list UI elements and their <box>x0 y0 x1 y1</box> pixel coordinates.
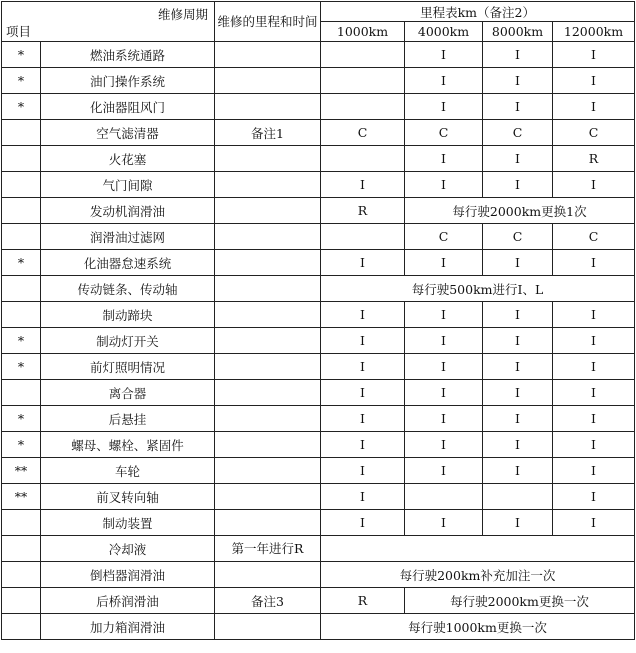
table-row <box>2 484 635 510</box>
row-interval <box>215 354 321 380</box>
row-item-name: 润滑油过滤网 <box>41 224 215 250</box>
row-mark <box>2 380 41 406</box>
col-8000km: 8000km <box>483 22 553 42</box>
row-mark: * <box>2 328 41 354</box>
table-row <box>2 354 635 380</box>
row-item-name: 离合器 <box>41 380 215 406</box>
row-interval <box>215 406 321 432</box>
row-cell-8000km: I <box>483 42 553 68</box>
row-cell-4000km: I <box>405 302 483 328</box>
row-cell-12000km: I <box>553 354 635 380</box>
table-row <box>2 562 635 588</box>
row-interval <box>215 172 321 198</box>
table-row <box>2 328 635 354</box>
row-cell-8000km: I <box>483 458 553 484</box>
table-row <box>2 94 635 120</box>
row-cell-8000km: I <box>483 94 553 120</box>
row-cell-4000km: I <box>405 42 483 68</box>
row-mark <box>2 562 41 588</box>
row-cell-8000km: I <box>483 146 553 172</box>
row-mark <box>2 276 41 302</box>
row-cell-4000km: I <box>405 328 483 354</box>
row-mark: * <box>2 250 41 276</box>
row-item-name: 传动链条、传动轴 <box>41 276 215 302</box>
row-interval <box>215 42 321 68</box>
row-schedule-note: 每行驶200km补充加注一次 <box>321 562 635 588</box>
row-cell-12000km: I <box>553 510 635 536</box>
table-row <box>2 276 635 302</box>
row-interval: 备注3 <box>215 588 321 614</box>
row-cell-8000km: I <box>483 380 553 406</box>
row-item-name: 加力箱润滑油 <box>41 614 215 640</box>
row-item-name: 油门操作系统 <box>41 68 215 94</box>
row-cell-4000km: C <box>405 120 483 146</box>
row-cell-12000km: I <box>553 302 635 328</box>
row-cell-1000km: I <box>321 380 405 406</box>
row-item-name: 制动蹄块 <box>41 302 215 328</box>
row-cell-12000km: I <box>553 380 635 406</box>
row-schedule-note: 每行驶2000km更换一次 <box>405 588 635 614</box>
row-schedule-note: 每行驶2000km更换1次 <box>405 198 635 224</box>
row-cell-12000km: I <box>553 458 635 484</box>
row-interval <box>215 380 321 406</box>
row-cell-1000km: I <box>321 250 405 276</box>
interval-header: 维修的里程和时间 <box>215 2 321 42</box>
col-1000km: 1000km <box>321 22 405 42</box>
row-cell-1000km: I <box>321 406 405 432</box>
row-cell-12000km: I <box>553 250 635 276</box>
row-cell-1000km <box>321 68 405 94</box>
row-cell-1000km <box>321 42 405 68</box>
row-cell-12000km: I <box>553 406 635 432</box>
row-cell-12000km: I <box>553 328 635 354</box>
row-mark: * <box>2 406 41 432</box>
row-cell-12000km: I <box>553 94 635 120</box>
row-cell-8000km <box>483 484 553 510</box>
row-mark: ** <box>2 458 41 484</box>
row-interval <box>215 614 321 640</box>
row-item-name: 化油器怠速系统 <box>41 250 215 276</box>
row-cell-1000km <box>321 224 405 250</box>
row-mark: * <box>2 432 41 458</box>
row-interval: 第一年进行R <box>215 536 321 562</box>
row-cell-4000km: I <box>405 406 483 432</box>
row-interval <box>215 198 321 224</box>
row-item-name: 化油器阻风门 <box>41 94 215 120</box>
table-row <box>2 510 635 536</box>
row-cell-4000km: C <box>405 224 483 250</box>
row-item-name: 火花塞 <box>41 146 215 172</box>
row-cell-12000km: I <box>553 68 635 94</box>
row-mark: * <box>2 42 41 68</box>
table-row <box>2 68 635 94</box>
row-mark <box>2 224 41 250</box>
row-interval <box>215 94 321 120</box>
row-interval <box>215 484 321 510</box>
row-item-name: 后桥润滑油 <box>41 588 215 614</box>
row-cell-12000km: I <box>553 42 635 68</box>
row-cell-1000km: I <box>321 510 405 536</box>
row-interval <box>215 146 321 172</box>
row-cell-1000km <box>321 146 405 172</box>
row-item-name: 制动装置 <box>41 510 215 536</box>
row-cell-1000km: I <box>321 172 405 198</box>
row-cell-1000km: C <box>321 120 405 146</box>
row-cell-1000km: R <box>321 198 405 224</box>
row-cell-12000km: I <box>553 432 635 458</box>
row-mark <box>2 588 41 614</box>
row-cell-4000km: I <box>405 68 483 94</box>
row-interval <box>215 250 321 276</box>
row-interval <box>215 276 321 302</box>
row-interval <box>215 302 321 328</box>
row-interval: 备注1 <box>215 120 321 146</box>
period-item-header <box>2 2 215 42</box>
row-cell-8000km: I <box>483 68 553 94</box>
row-item-name: 车轮 <box>41 458 215 484</box>
row-item-name: 冷却液 <box>41 536 215 562</box>
row-mark <box>2 146 41 172</box>
row-interval <box>215 432 321 458</box>
row-cell-8000km: I <box>483 172 553 198</box>
table-row <box>2 120 635 146</box>
row-cell-1000km: I <box>321 328 405 354</box>
row-item-name: 制动灯开关 <box>41 328 215 354</box>
row-interval <box>215 68 321 94</box>
row-cell-8000km: I <box>483 328 553 354</box>
row-item-name: 后悬挂 <box>41 406 215 432</box>
table-row <box>2 588 635 614</box>
row-cell-12000km: R <box>553 146 635 172</box>
row-item-name: 前叉转向轴 <box>41 484 215 510</box>
row-mark <box>2 172 41 198</box>
row-cell-1000km: I <box>321 354 405 380</box>
table-row <box>2 146 635 172</box>
row-cell-1000km <box>321 94 405 120</box>
row-interval <box>215 328 321 354</box>
row-cell-4000km: I <box>405 146 483 172</box>
row-cell-8000km: I <box>483 510 553 536</box>
row-cell-4000km: I <box>405 380 483 406</box>
col-4000km: 4000km <box>405 22 483 42</box>
table-body <box>2 42 635 640</box>
row-mark: * <box>2 94 41 120</box>
row-cell-4000km: I <box>405 354 483 380</box>
item-label: 项目 <box>6 24 32 39</box>
row-cell-8000km: I <box>483 250 553 276</box>
row-item-name: 螺母、螺栓、紧固件 <box>41 432 215 458</box>
row-schedule-note: 每行驶500km进行I、L <box>321 276 635 302</box>
table-row <box>2 172 635 198</box>
table-row <box>2 198 635 224</box>
table-row <box>2 614 635 640</box>
table-row <box>2 42 635 68</box>
table-row <box>2 250 635 276</box>
row-item-name: 发动机润滑油 <box>41 198 215 224</box>
row-cell-12000km: C <box>553 224 635 250</box>
row-mark <box>2 120 41 146</box>
row-cell-8000km: I <box>483 432 553 458</box>
row-cell-4000km: I <box>405 172 483 198</box>
row-mark: * <box>2 354 41 380</box>
table-row <box>2 302 635 328</box>
row-cell-8000km: C <box>483 120 553 146</box>
row-cell-8000km: C <box>483 224 553 250</box>
row-cell-4000km: I <box>405 458 483 484</box>
row-cell-4000km: I <box>405 94 483 120</box>
row-mark <box>2 536 41 562</box>
row-cell-4000km: I <box>405 510 483 536</box>
table-row <box>2 432 635 458</box>
row-interval <box>215 562 321 588</box>
row-mark: ** <box>2 484 41 510</box>
row-interval <box>215 458 321 484</box>
row-cell-4000km: I <box>405 432 483 458</box>
row-cell-1000km: I <box>321 432 405 458</box>
row-cell-12000km: C <box>553 120 635 146</box>
row-cell-4000km <box>405 484 483 510</box>
row-cell-8000km: I <box>483 406 553 432</box>
row-interval <box>215 510 321 536</box>
row-cell-12000km: I <box>553 484 635 510</box>
row-item-name: 气门间隙 <box>41 172 215 198</box>
row-item-name: 燃油系统通路 <box>41 42 215 68</box>
row-mark <box>2 198 41 224</box>
row-item-name: 倒档器润滑油 <box>41 562 215 588</box>
table-row <box>2 458 635 484</box>
row-interval <box>215 224 321 250</box>
row-cell-12000km: I <box>553 172 635 198</box>
row-cell-1000km: R <box>321 588 405 614</box>
row-cell-4000km: I <box>405 250 483 276</box>
row-mark <box>2 614 41 640</box>
row-mark <box>2 302 41 328</box>
row-cell-8000km: I <box>483 302 553 328</box>
period-label: 维修周期 <box>157 7 208 22</box>
row-cell-1000km: I <box>321 458 405 484</box>
row-item-name: 前灯照明情况 <box>41 354 215 380</box>
row-blank-span <box>321 536 635 562</box>
row-mark <box>2 510 41 536</box>
col-12000km: 12000km <box>553 22 635 42</box>
row-schedule-note: 每行驶1000km更换一次 <box>321 614 635 640</box>
row-item-name: 空气滤清器 <box>41 120 215 146</box>
odometer-header: 里程表km（备注2） <box>321 2 635 22</box>
maintenance-table <box>1 1 635 640</box>
row-cell-8000km: I <box>483 354 553 380</box>
row-mark: * <box>2 68 41 94</box>
table-row <box>2 380 635 406</box>
row-cell-1000km: I <box>321 302 405 328</box>
table-row <box>2 406 635 432</box>
table-row <box>2 224 635 250</box>
row-cell-1000km: I <box>321 484 405 510</box>
table-row <box>2 536 635 562</box>
